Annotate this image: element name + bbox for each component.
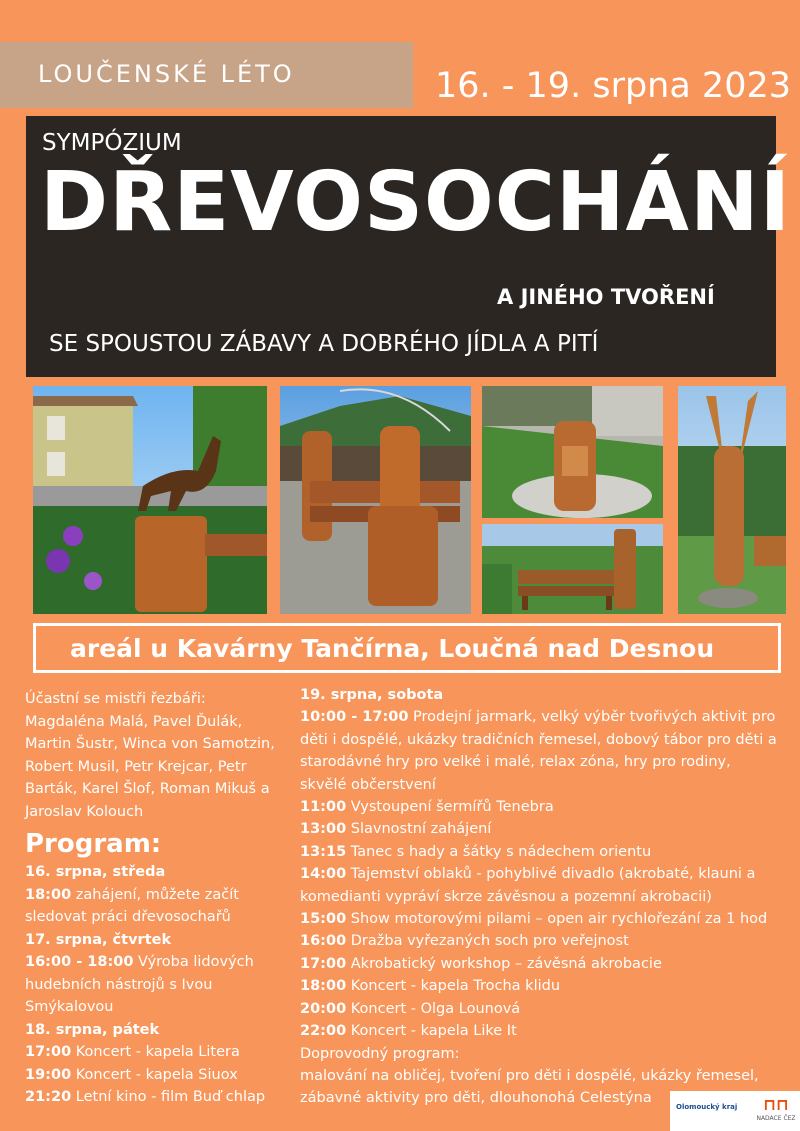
program-text: Dražba vyřezaných soch pro veřejnost bbox=[350, 933, 629, 950]
day-heading: 17. srpna, čtvrtek bbox=[25, 931, 172, 948]
program-text: Koncert - kapela Trocha klidu bbox=[350, 978, 561, 995]
program-text: Prodejní jarmark, velký výběr tvořivých aktivit pro děti i dospělé, ukázky tradičních řemesel, dobový tábor pro děti a starodávné hry pro velké i malé, relax zóna, hry pro rodiny, skvělé občerstvení bbox=[300, 709, 777, 793]
program-time: 14:00 bbox=[300, 866, 347, 883]
logo2-text: NADACE ČEZ bbox=[756, 1115, 796, 1122]
olomoucky-kraj-logo bbox=[676, 1103, 737, 1111]
program-time: 11:00 bbox=[300, 799, 347, 816]
program-text: Koncert - kapela Litera bbox=[75, 1044, 240, 1060]
program-item bbox=[300, 841, 780, 863]
program-item bbox=[300, 930, 780, 952]
program-item bbox=[300, 1020, 780, 1042]
program-heading: Program: bbox=[25, 829, 162, 859]
program-item bbox=[300, 975, 780, 997]
series-band bbox=[0, 42, 413, 108]
program-time: 17:00 bbox=[25, 1044, 72, 1060]
program-text: zahájení, můžete začít sledovat práci dřevosochařů bbox=[25, 886, 239, 925]
location-box bbox=[33, 623, 781, 673]
carvers-line: Magdaléna Malá, Pavel Ďulák, bbox=[25, 713, 243, 730]
program-item bbox=[25, 884, 295, 929]
program-time: 13:00 bbox=[300, 821, 347, 838]
program-time: 15:00 bbox=[300, 911, 347, 928]
program-text: Akrobatický workshop – závěsná akrobacie bbox=[350, 955, 662, 972]
program-time: 18:00 bbox=[300, 978, 347, 995]
program-time: 19:00 bbox=[25, 1066, 72, 1083]
program-time: 18:00 bbox=[25, 886, 72, 903]
photo-fisherman-bench bbox=[280, 386, 471, 614]
photo-chair-sculpture bbox=[482, 386, 663, 518]
event-tagline: SE SPOUSTOU ZÁBAVY A DOBRÉHO JÍDLA A PITÍ bbox=[49, 331, 599, 357]
program-item bbox=[300, 796, 780, 818]
carvers-line: Jaroslav Kolouch bbox=[25, 803, 144, 820]
day-heading: 16. srpna, středa bbox=[25, 864, 166, 880]
cez-mark-icon: ⊓⊓ bbox=[763, 1095, 789, 1114]
program-text: Koncert - Olga Lounová bbox=[350, 1000, 521, 1017]
program-item bbox=[300, 908, 780, 930]
program-item bbox=[25, 1086, 295, 1109]
program-text: Tajemství oblaků - pohyblivé divadlo (akrobaté, klauni a komedianti vypráví skrze závěsnou a pozemní akrobacii) bbox=[300, 866, 756, 905]
photo-goat-sculpture bbox=[33, 386, 267, 614]
carvers-line: Účastní se mistři řezbáři: bbox=[25, 691, 206, 707]
program-time: 16:00 bbox=[300, 933, 347, 950]
carvers-list bbox=[25, 688, 295, 823]
program-text: Koncert - kapela Like It bbox=[350, 1023, 517, 1040]
program-time: 21:20 bbox=[25, 1089, 72, 1105]
program-text: Koncert - kapela Siuox bbox=[75, 1066, 238, 1083]
logo1-text: Olomoucký kraj bbox=[676, 1103, 738, 1111]
program-text: Slavnostní zahájení bbox=[350, 821, 492, 838]
program-item bbox=[300, 706, 780, 796]
program-time: 20:00 bbox=[300, 1000, 347, 1017]
carvers-line: Barták, Karel Šlof, Roman Mikuš a bbox=[25, 781, 270, 797]
symposium-label: SYMPÓZIUM bbox=[42, 130, 182, 156]
sponsor-logos bbox=[670, 1091, 800, 1131]
program-time: 10:00 - 17:00 bbox=[300, 709, 409, 726]
nadace-cez-logo bbox=[756, 1095, 796, 1122]
day-heading: 18. srpna, pátek bbox=[25, 1021, 160, 1038]
program-text: Výroba lidových hudebních nástrojů s Ivou Smýkalovou bbox=[25, 954, 254, 1015]
carvers-line: Robert Musil, Petr Krejcar, Petr bbox=[25, 758, 247, 775]
series-label: LOUČENSKÉ LÉTO bbox=[38, 60, 295, 88]
program-item bbox=[300, 953, 780, 975]
event-title: DŘEVOSOCHÁNÍ bbox=[40, 155, 792, 250]
program-time: 13:15 bbox=[300, 843, 347, 860]
program-item bbox=[25, 1064, 295, 1087]
program-item bbox=[300, 998, 780, 1020]
program-item bbox=[25, 951, 295, 1019]
right-column bbox=[300, 684, 780, 1110]
photo-angel-sculpture bbox=[678, 386, 786, 614]
program-item bbox=[25, 1041, 295, 1064]
program-item bbox=[300, 818, 780, 840]
photo-park-bench bbox=[482, 524, 663, 614]
event-subtitle: A JINÉHO TVOŘENÍ bbox=[497, 285, 715, 309]
program-time: 16:00 - 18:00 bbox=[25, 954, 134, 970]
program-text: Letní kino - film Buď chlap bbox=[75, 1089, 266, 1105]
program-text: Vystoupení šermířů Tenebra bbox=[350, 799, 554, 816]
extra-program-heading: Doprovodný program: bbox=[300, 1045, 460, 1062]
program-time: 22:00 bbox=[300, 1023, 347, 1040]
program-text: Show motorovými pilami – open air rychlořezání za 1 hod bbox=[350, 911, 768, 928]
program-text: Tanec s hady a šátky s nádechem orientu bbox=[350, 843, 652, 860]
extra-program-text: malování na obličej, tvoření pro děti i dospělé, ukázky řemesel, zábavné aktivity pro děti, dlouhonohá Celestýna bbox=[300, 1067, 759, 1107]
event-dates: 16. - 19. srpna 2023 bbox=[435, 66, 791, 106]
program-time: 17:00 bbox=[300, 955, 347, 972]
program-item bbox=[300, 863, 780, 908]
left-column bbox=[25, 688, 295, 1109]
carvers-line: Martin Šustr, Winca von Samotzin, bbox=[25, 736, 275, 752]
day-heading: 19. srpna, sobota bbox=[300, 687, 444, 703]
location-text: areál u Kavárny Tančírna, Loučná nad Desnou bbox=[70, 634, 715, 663]
